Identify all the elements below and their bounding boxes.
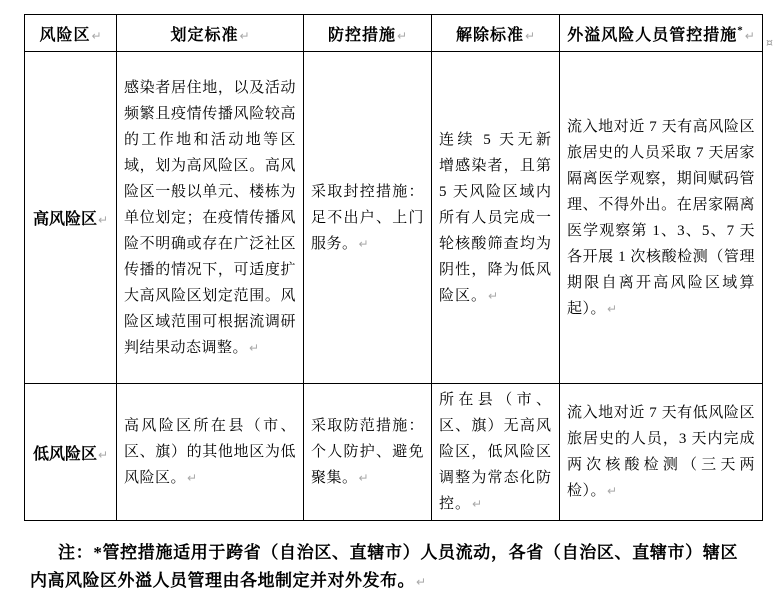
col-header-label: 解除标准	[455, 26, 524, 44]
zone-label: 低风险区	[32, 445, 97, 463]
paragraph-mark-icon: ↵	[239, 28, 250, 43]
paragraph-mark-icon: ↵	[396, 28, 408, 43]
cell-text: 流入地对近 7 天有低风险区旅居史的人员，3 天内完成两次核酸检测（三天两检）。	[567, 405, 755, 499]
footnote-text: 注：*管控措施适用于跨省（自治区、直辖市）人员流动，各省（自治区、直辖市）辖区内高风险区外溢人员管理由各地制定并对外发布。	[30, 543, 738, 590]
paragraph-mark-icon: ↵	[607, 484, 618, 498]
paragraph-mark-icon: ↵	[97, 447, 109, 462]
cell-text: 感染者居住地，以及活动频繁且疫情传播风险较高的工作地和活动地等区域，划为高风险区。高风险区一般以单元、楼栋为单位划定；在疫情传播风险不明确或存在广泛社区传播的情况下，可适度扩大高风险区划定范围。风险区域范围可根据流调研判结果动态调整。	[124, 79, 296, 356]
cell-release-high	[432, 52, 560, 384]
cell-zone-low	[25, 384, 117, 521]
col-header-release	[432, 15, 560, 52]
paragraph-mark-icon: ↵	[97, 213, 109, 227]
col-header-label: 风险区	[39, 26, 91, 44]
paragraph-mark-icon: ↵	[607, 301, 618, 316]
table-row-low-risk	[25, 384, 763, 521]
cell-text: 连续 5 天无新增感染者，且第 5 天风险区域内所有人员完成一轮核酸筛查均为阴性，降为低风险区。	[439, 131, 552, 304]
paragraph-mark-icon: ↵	[472, 497, 483, 511]
paragraph-mark-icon: ↵	[187, 471, 198, 485]
footnote	[30, 539, 738, 596]
cell-text: 采取防范措施：个人防护、避免聚集。	[311, 418, 424, 486]
cell-measures-low	[304, 384, 432, 521]
col-header-measures	[304, 15, 432, 52]
risk-zone-table	[24, 14, 763, 521]
cell-zone-high	[25, 52, 117, 384]
paragraph-mark-icon: ↵	[249, 340, 260, 355]
col-header-spillover	[560, 15, 763, 52]
cell-criteria-high	[117, 52, 304, 384]
cell-text: 采取封控措施：足不出户、上门服务。	[311, 183, 424, 252]
cell-spillover-low	[560, 384, 763, 521]
paragraph-mark-icon: ↵	[91, 28, 102, 43]
cell-text: 高风险区所在县（市、区、旗）的其他地区为低风险区。	[124, 418, 296, 486]
asterisk-superscript: *	[737, 24, 744, 37]
header-row	[25, 15, 763, 52]
col-header-label: 外溢风险人员管控措施	[567, 26, 738, 44]
paragraph-mark-icon: ↵	[358, 471, 369, 485]
paragraph-mark-icon: ↵	[744, 28, 755, 43]
table-end-mark-icon: ¤	[766, 36, 773, 49]
cell-measures-high	[304, 52, 432, 384]
paragraph-mark-icon: ↵	[524, 28, 536, 43]
zone-label: 高风险区	[32, 211, 97, 228]
col-header-criteria	[117, 15, 304, 52]
col-header-risk-zone	[25, 15, 117, 52]
cell-spillover-high	[560, 52, 763, 384]
cell-release-low	[432, 384, 560, 521]
cell-text: 所在县（市、区、旗）无高风险区，低风险区调整为常态化防控。	[439, 392, 552, 512]
col-header-label: 划定标准	[170, 26, 239, 44]
col-header-label: 防控措施	[327, 26, 396, 44]
cell-text: 流入地对近 7 天有高风险区旅居史的人员采取 7 天居家隔离医学观察，期间赋码管理、不得外出。在居家隔离医学观察第 1、3、5、7 天各开展 1 次核酸检测（管理期限自离开高风险区域算起）。	[567, 118, 755, 317]
table-row-high-risk	[25, 52, 763, 384]
paragraph-mark-icon: ↵	[488, 288, 499, 303]
cell-criteria-low	[117, 384, 304, 521]
paragraph-mark-icon: ↵	[358, 236, 369, 251]
paragraph-mark-icon: ↵	[416, 575, 427, 589]
